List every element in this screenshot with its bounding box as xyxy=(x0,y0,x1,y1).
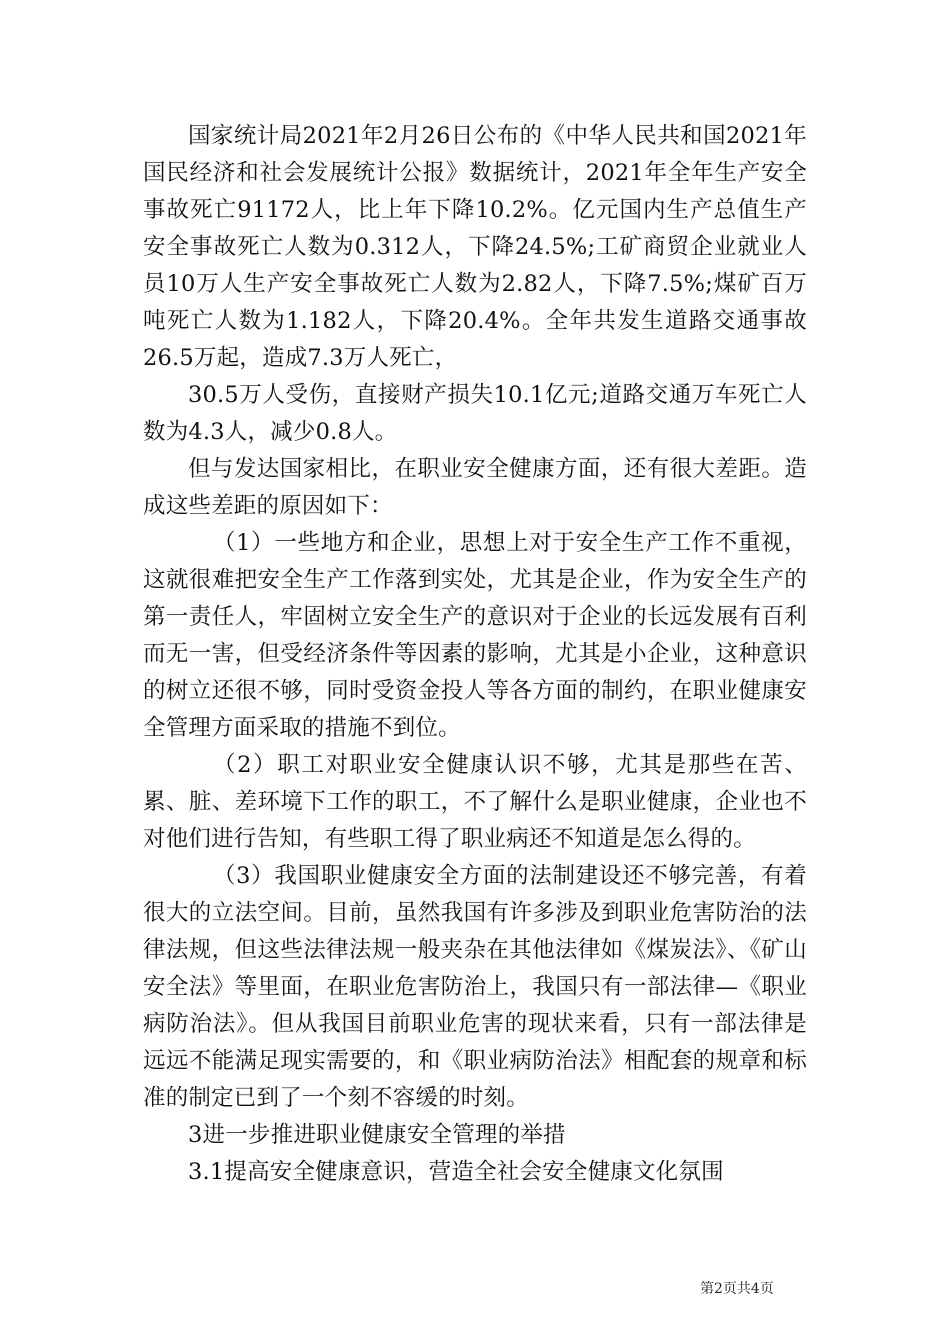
paragraph-statistics-continued: 30.5万人受伤，直接财产损失10.1亿元;道路交通万车死亡人数为4.3人，减少0.8人。 xyxy=(143,382,807,445)
paragraph-reason-2: （2）职工对职业安全健康认识不够，尤其是那些在苦、累、脏、差环境下工作的职工，不了解什么是职业健康，企业也不对他们进行告知，有些职工得了职业病还不知道是怎么得的。 xyxy=(143,752,807,852)
paragraph-gap-intro: 但与发达国家相比，在职业安全健康方面，还有很大差距。造成这些差距的原因如下： xyxy=(143,456,807,519)
paragraph-reason-3: （3）我国职业健康安全方面的法制建设还不够完善，有着很大的立法空间。目前，虽然我国有许多涉及到职业危害防治的法律法规，但这些法律法规一般夹杂在其他法律如《煤炭法》、《矿山安全法》等里面，在职业危害防治上，我国只有一部法律—《职业病防治法》。但从我国目前职业危害的现状来看，只有一部法律是远远不能满足现实需要的，和《职业病防治法》相配套的规章和标准的制定已到了一个刻不容缓的时刻。 xyxy=(143,863,807,1111)
paragraph-reason-1: （1）一些地方和企业，思想上对于安全生产工作不重视，这就很难把安全生产工作落到实处，尤其是企业，作为安全生产的第一责任人，牢固树立安全生产的意识对于企业的长远发展有百利而无一害，但受经济条件等因素的影响，尤其是小企业，这种意识的树立还很不够，同时受资金投人等各方面的制约，在职业健康安全管理方面采取的措施不到位。 xyxy=(143,530,807,741)
page-number-footer: 第2页共4页 xyxy=(700,1281,774,1297)
paragraph-statistics: 国家统计局2021年2月26日公布的《中华人民共和国2021年国民经济和社会发展统计公报》数据统计，2021年全年生产安全事故死亡91172人，比上年下降10.2%。亿元国内生产总值生产安全事故死亡人数为0.312人，下降24.5%;工矿商贸企业就业人员10万人生产安全事故死亡人数为2.82人，下降7.5%;煤矿百万吨死亡人数为1.182人，下降20.4%。全年共发生道路交通事故26.5万起，造成7.3万人死亡， xyxy=(143,123,807,371)
section-heading-3: 3进一步推进职业健康安全管理的举措 xyxy=(188,1122,566,1148)
document-body xyxy=(143,118,807,1191)
subsection-heading-3-1: 3.1提高安全健康意识，营造全社会安全健康文化氛围 xyxy=(188,1159,724,1185)
